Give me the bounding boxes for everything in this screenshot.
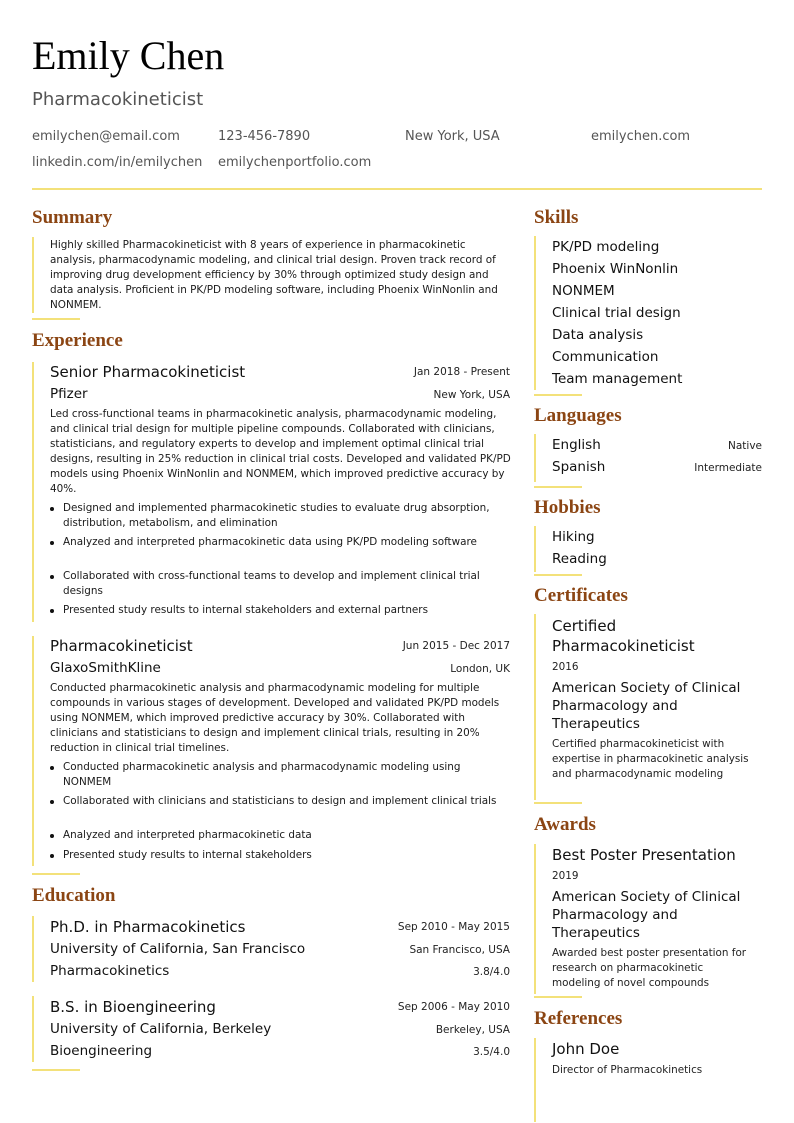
certificates-bar	[534, 614, 536, 800]
language-name: English	[552, 437, 601, 453]
job-description: Led cross-functional teams in pharmacokinetic analysis, pharmacodynamic modeling, and clinical trial design for multiple pipeline compounds. Collaborated with clinicians, statisticians, and regulatory experts to develop and implement optimal clinical trial designs, resulting in 25% reduction in clinical trial costs. Developed and validated PK/PD models using Phoenix WinNonlin and NONMEM, which improved predictive accuracy by 40%.	[50, 408, 511, 495]
awards-heading: Awards	[534, 814, 596, 835]
education-degree: B.S. in Bioengineering	[50, 998, 216, 1016]
experience-underline	[32, 873, 80, 875]
job-dates: Jun 2015 - Dec 2017	[402, 640, 510, 652]
job-location: London, UK	[450, 663, 510, 675]
education-dates: Sep 2006 - May 2010	[397, 1001, 510, 1013]
language-level: Native	[728, 440, 762, 452]
education-field: Pharmacokinetics	[50, 963, 170, 979]
skills-underline	[534, 394, 582, 396]
education-gpa: 3.8/4.0	[473, 966, 510, 978]
hobbies-bar	[534, 526, 536, 572]
education-bar	[32, 996, 34, 1062]
certificate-issuer: American Society of Clinical Pharmacology and Therapeutics	[552, 680, 741, 732]
location-text: New York, USA	[405, 129, 500, 144]
job-bullet: Presented study results to internal stakeholders	[63, 848, 511, 863]
certificate-description: Certified pharmacokineticist with expertise in pharmacokinetic analysis and pharmacodynamic modeling	[552, 738, 749, 780]
resume-title: Pharmacokineticist	[32, 89, 204, 110]
job-bullet: Conducted pharmacokinetic analysis and pharmacodynamic modeling using NONMEM	[63, 760, 511, 790]
job-title: Pharmacokineticist	[50, 637, 193, 655]
education-location: Berkeley, USA	[435, 1024, 510, 1036]
summary-underline	[32, 318, 80, 320]
header-divider	[32, 188, 762, 190]
education-bar	[32, 916, 34, 982]
education-school: University of California, San Francisco	[50, 941, 306, 957]
education-field: Bioengineering	[50, 1043, 153, 1059]
skill-item: NONMEM	[552, 283, 615, 299]
job-description: Conducted pharmacokinetic analysis and pharmacodynamic modeling for multiple compounds in various stages of development. Developed and validated PK/PD models using NONMEM, which improved predictive accuracy by 30%. Collaborated with clinicians and statisticians to design and implement clinical trials, resulting in 20% reduction in clinical trial timelines.	[50, 682, 500, 754]
skill-item: PK/PD modeling	[552, 239, 660, 255]
award-description: Awarded best poster presentation for research on pharmacokinetic modeling of novel compounds	[552, 947, 747, 989]
skills-bar	[534, 236, 536, 390]
hobby-item: Hiking	[552, 529, 595, 545]
skill-item: Clinical trial design	[552, 305, 681, 321]
skill-item: Team management	[552, 371, 683, 387]
education-school: University of California, Berkeley	[50, 1021, 272, 1037]
portfolio-link[interactable]: emilychenportfolio.com	[218, 155, 372, 170]
education-degree: Ph.D. in Pharmacokinetics	[50, 918, 246, 936]
award-year: 2019	[552, 870, 579, 882]
job-company: GlaxoSmithKline	[50, 660, 161, 676]
job-bullet: Analyzed and interpreted pharmacokinetic data	[63, 828, 511, 843]
summary-bar	[32, 237, 34, 313]
education-underline	[32, 1069, 80, 1071]
references-heading: References	[534, 1008, 623, 1029]
job-bullet: Presented study results to internal stakeholders and external partners	[63, 603, 511, 618]
job-bar	[32, 636, 34, 866]
job-bullet: Collaborated with cross-functional teams to develop and implement clinical trial designs	[63, 569, 511, 599]
certificate-name: Certified Pharmacokineticist	[552, 617, 695, 655]
education-heading: Education	[32, 885, 116, 906]
phone-text: 123-456-7890	[218, 129, 311, 144]
languages-underline	[534, 486, 582, 488]
job-title: Senior Pharmacokineticist	[50, 363, 246, 381]
resume-name: Emily Chen	[32, 33, 225, 78]
hobbies-underline	[534, 574, 582, 576]
job-bullet: Collaborated with clinicians and statisticians to design and implement clinical trials	[63, 794, 511, 809]
award-issuer: American Society of Clinical Pharmacology and Therapeutics	[552, 889, 741, 941]
language-name: Spanish	[552, 459, 606, 475]
hobby-item: Reading	[552, 551, 607, 567]
reference-name: John Doe	[552, 1040, 620, 1058]
reference-role: Director of Pharmacokinetics	[552, 1064, 703, 1076]
hobbies-heading: Hobbies	[534, 497, 601, 518]
summary-heading: Summary	[32, 207, 113, 228]
website-link[interactable]: emilychen.com	[591, 129, 691, 144]
job-bullet: Analyzed and interpreted pharmacokinetic data using PK/PD modeling software	[63, 535, 511, 550]
job-company: Pfizer	[50, 386, 88, 402]
job-bar	[32, 362, 34, 622]
references-bar	[534, 1038, 536, 1122]
skill-item: Data analysis	[552, 327, 644, 343]
awards-bar	[534, 844, 536, 994]
language-level: Intermediate	[694, 462, 762, 474]
certificates-underline	[534, 802, 582, 804]
linkedin-link[interactable]: linkedin.com/in/emilychen	[32, 155, 203, 170]
languages-heading: Languages	[534, 405, 622, 426]
email-link[interactable]: emilychen@email.com	[32, 129, 180, 144]
awards-underline	[534, 996, 582, 998]
certificate-year: 2016	[552, 661, 579, 673]
certificates-heading: Certificates	[534, 585, 628, 606]
award-name: Best Poster Presentation	[552, 846, 736, 864]
experience-heading: Experience	[32, 330, 123, 351]
skill-item: Phoenix WinNonlin	[552, 261, 679, 277]
job-location: New York, USA	[433, 389, 510, 401]
education-location: San Francisco, USA	[409, 944, 510, 956]
job-bullet: Designed and implemented pharmacokinetic studies to evaluate drug absorption, distribution, metabolism, and elimination	[63, 501, 511, 531]
summary-text: Highly skilled Pharmacokineticist with 8 years of experience in pharmacokinetic analysis, pharmacodynamic modeling, and clinical trial design. Proven track record of improving drug development efficiency by 30% through optimized study design and data analysis. Proficient in PK/PD modeling software, including Phoenix WinNonlin and NONMEM.	[50, 239, 498, 311]
languages-bar	[534, 434, 536, 482]
skills-heading: Skills	[534, 207, 579, 228]
education-gpa: 3.5/4.0	[473, 1046, 510, 1058]
education-dates: Sep 2010 - May 2015	[397, 921, 510, 933]
skill-item: Communication	[552, 349, 659, 365]
job-dates: Jan 2018 - Present	[413, 366, 510, 378]
